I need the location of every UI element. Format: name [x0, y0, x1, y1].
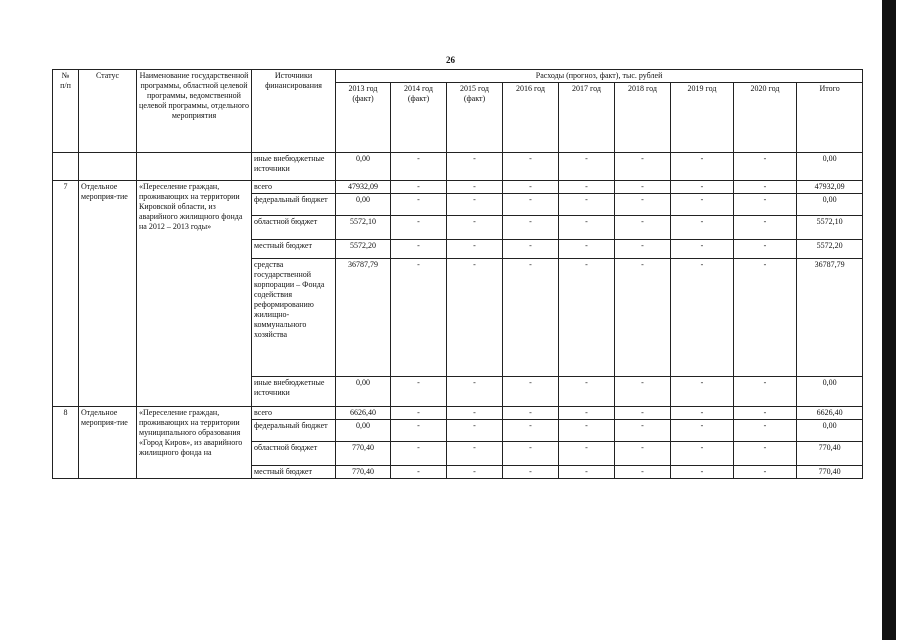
value-cell: - [671, 240, 734, 259]
total-cell: 0,00 [797, 377, 863, 407]
value-cell: - [671, 442, 734, 466]
value-cell: - [447, 216, 503, 240]
total-cell: 0,00 [797, 194, 863, 216]
total-cell: 36787,79 [797, 259, 863, 377]
value-cell: - [615, 466, 671, 479]
source-cell: средства государственной корпорации – Фонда содействия реформированию жилищно-коммунального хозяйства [252, 259, 336, 377]
header-year-0: 2013 год (факт) [336, 83, 391, 153]
header-num: № п/п [53, 70, 79, 153]
value-cell: - [559, 420, 615, 442]
value-cell: - [671, 216, 734, 240]
value-cell: - [559, 240, 615, 259]
total-cell: 5572,10 [797, 216, 863, 240]
source-cell: иные внебюджетные источники [252, 377, 336, 407]
value-cell: 0,00 [336, 194, 391, 216]
value-cell: 47932,09 [336, 181, 391, 194]
header-expenses: Расходы (прогноз, факт), тыс. рублей [336, 70, 863, 83]
value-cell: - [503, 466, 559, 479]
value-cell: - [503, 420, 559, 442]
value-cell: - [447, 442, 503, 466]
value-cell: - [671, 259, 734, 377]
value-cell: - [391, 466, 447, 479]
value-cell: - [391, 377, 447, 407]
value-cell: - [503, 153, 559, 181]
header-sources: Источники финансирования [252, 70, 336, 153]
header-year-2: 2015 год (факт) [447, 83, 503, 153]
value-cell: - [503, 407, 559, 420]
activity-name: «Переселение граждан, проживающих на территории муниципального образования «Город Киров», из аварийного жилищного фонда на [137, 407, 252, 479]
value-cell: - [734, 216, 797, 240]
budget-table [52, 69, 863, 479]
value-cell: - [503, 377, 559, 407]
value-cell: 6626,40 [336, 407, 391, 420]
total-cell: 5572,20 [797, 240, 863, 259]
table-row [53, 407, 863, 420]
value-cell: - [734, 194, 797, 216]
value-cell: 770,40 [336, 442, 391, 466]
table-row [53, 153, 863, 181]
value-cell: - [615, 407, 671, 420]
page-number: 26 [446, 55, 455, 65]
total-cell: 47932,09 [797, 181, 863, 194]
value-cell: - [391, 240, 447, 259]
activity-status: Отдельное мероприя-тие [79, 181, 137, 407]
value-cell: - [734, 259, 797, 377]
value-cell: - [671, 377, 734, 407]
value-cell: - [391, 259, 447, 377]
value-cell: - [559, 216, 615, 240]
value-cell: - [559, 153, 615, 181]
value-cell: - [559, 442, 615, 466]
value-cell: - [615, 377, 671, 407]
value-cell: - [391, 194, 447, 216]
header-status: Статус [79, 70, 137, 153]
value-cell: - [734, 153, 797, 181]
value-cell: - [615, 194, 671, 216]
value-cell: - [447, 420, 503, 442]
value-cell: 0,00 [336, 153, 391, 181]
source-cell: иные внебюджетные источники [252, 153, 336, 181]
value-cell: - [734, 466, 797, 479]
value-cell: - [615, 240, 671, 259]
value-cell: - [734, 407, 797, 420]
value-cell: - [615, 420, 671, 442]
scan-edge-bar [882, 0, 896, 640]
value-cell: - [615, 442, 671, 466]
value-cell: - [671, 181, 734, 194]
header-row [53, 70, 863, 83]
value-cell: - [447, 153, 503, 181]
value-cell: - [503, 442, 559, 466]
header-year-8: Итого [797, 83, 863, 153]
value-cell: 770,40 [336, 466, 391, 479]
value-cell: - [671, 466, 734, 479]
value-cell: - [503, 216, 559, 240]
value-cell: - [503, 259, 559, 377]
total-cell: 0,00 [797, 153, 863, 181]
source-cell: федеральный бюджет [252, 194, 336, 216]
value-cell: - [734, 181, 797, 194]
value-cell: - [447, 466, 503, 479]
value-cell: 5572,20 [336, 240, 391, 259]
value-cell: - [391, 420, 447, 442]
value-cell: - [559, 466, 615, 479]
value-cell: - [503, 181, 559, 194]
value-cell: - [559, 181, 615, 194]
value-cell: - [391, 407, 447, 420]
source-cell: федеральный бюджет [252, 420, 336, 442]
source-cell: местный бюджет [252, 240, 336, 259]
total-cell: 0,00 [797, 420, 863, 442]
activity-number: 8 [53, 407, 79, 479]
value-cell: - [447, 259, 503, 377]
header-name: Наименование государственной программы, областной целевой программы, ведомственной целевой программы, отдельного мероприятия [137, 70, 252, 153]
value-cell: 0,00 [336, 377, 391, 407]
value-cell: - [671, 407, 734, 420]
value-cell: - [447, 377, 503, 407]
value-cell: - [447, 407, 503, 420]
source-cell: всего [252, 181, 336, 194]
table-row [53, 181, 863, 194]
total-cell: 770,40 [797, 442, 863, 466]
source-cell: местный бюджет [252, 466, 336, 479]
header-year-6: 2019 год [671, 83, 734, 153]
header-year-1: 2014 год (факт) [391, 83, 447, 153]
header-year-4: 2017 год [559, 83, 615, 153]
value-cell: - [447, 181, 503, 194]
value-cell: - [615, 153, 671, 181]
value-cell: - [391, 181, 447, 194]
value-cell: - [671, 420, 734, 442]
total-cell: 6626,40 [797, 407, 863, 420]
empty-cell [79, 153, 137, 181]
empty-cell [137, 153, 252, 181]
value-cell: - [559, 259, 615, 377]
total-cell: 770,40 [797, 466, 863, 479]
value-cell: - [447, 194, 503, 216]
activity-name: «Переселение граждан, проживающих на территории Кировской области, из аварийного жилищного фонда на 2012 – 2013 годы» [137, 181, 252, 407]
value-cell: 36787,79 [336, 259, 391, 377]
value-cell: - [615, 259, 671, 377]
value-cell: - [559, 407, 615, 420]
value-cell: - [559, 377, 615, 407]
value-cell: 5572,10 [336, 216, 391, 240]
value-cell: - [615, 216, 671, 240]
source-cell: областной бюджет [252, 216, 336, 240]
value-cell: - [391, 442, 447, 466]
value-cell: - [734, 420, 797, 442]
value-cell: 0,00 [336, 420, 391, 442]
header-year-3: 2016 год [503, 83, 559, 153]
value-cell: - [503, 194, 559, 216]
empty-cell [53, 153, 79, 181]
value-cell: - [671, 153, 734, 181]
value-cell: - [559, 194, 615, 216]
value-cell: - [503, 240, 559, 259]
value-cell: - [734, 442, 797, 466]
value-cell: - [671, 194, 734, 216]
source-cell: областной бюджет [252, 442, 336, 466]
activity-number: 7 [53, 181, 79, 407]
activity-status: Отдельное мероприя-тие [79, 407, 137, 479]
value-cell: - [391, 153, 447, 181]
value-cell: - [447, 240, 503, 259]
value-cell: - [734, 240, 797, 259]
value-cell: - [615, 181, 671, 194]
source-cell: всего [252, 407, 336, 420]
header-year-7: 2020 год [734, 83, 797, 153]
value-cell: - [391, 216, 447, 240]
header-year-5: 2018 год [615, 83, 671, 153]
value-cell: - [734, 377, 797, 407]
